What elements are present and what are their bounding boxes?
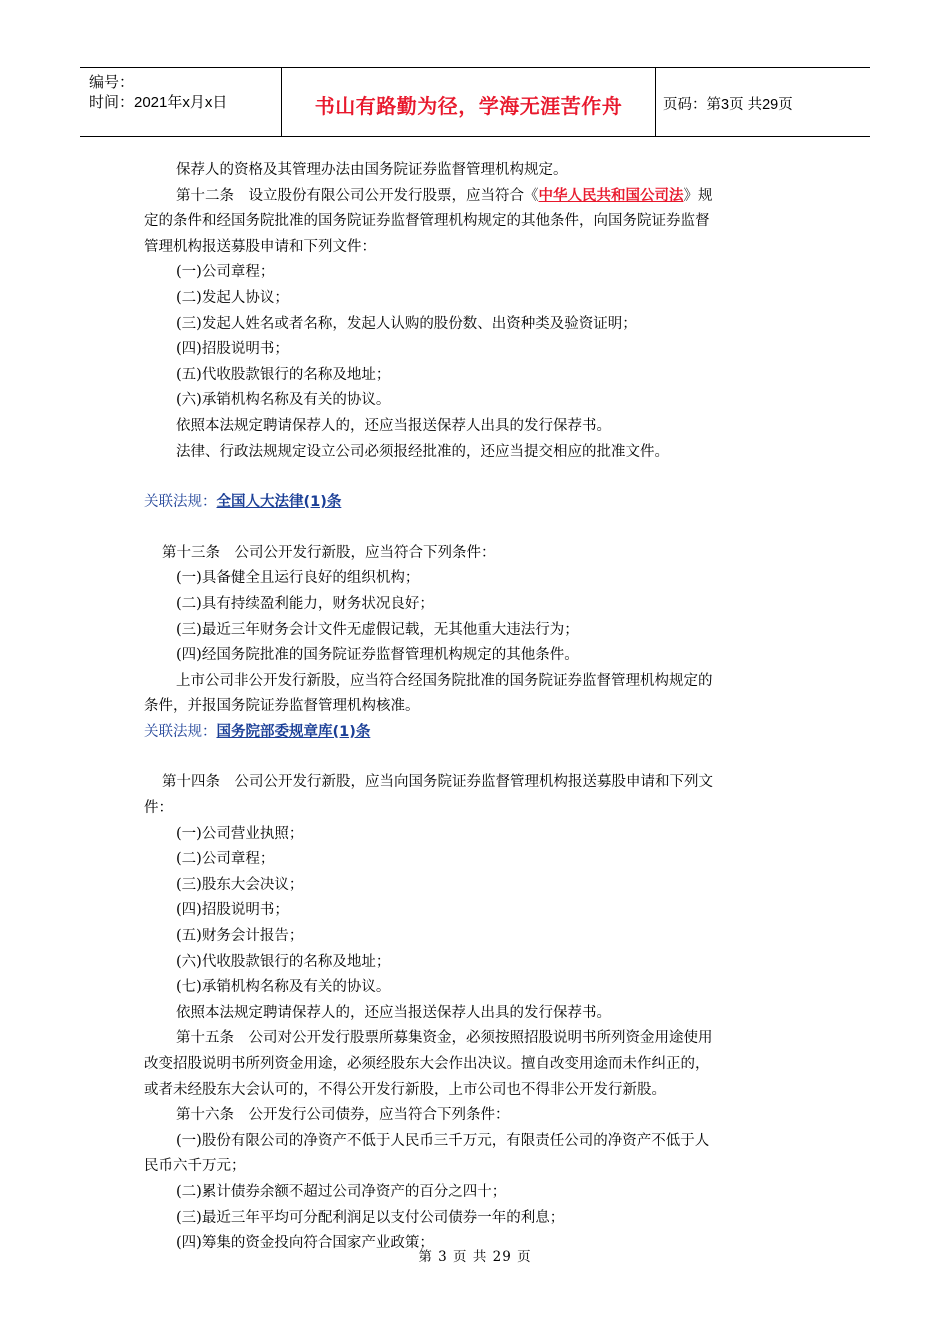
paragraph: 或者未经股东大会认可的，不得公开发行新股，上市公司也不得非公开发行新股。 — [144, 1081, 666, 1098]
paragraph: 依照本法规定聘请保荐人的，还应当报送保荐人出具的发行保荐书。 — [176, 417, 611, 434]
related-law-2 — [144, 720, 806, 746]
list-item: (三)最近三年平均可分配利润足以支付公司债券一年的利息； — [176, 1209, 565, 1226]
list-item: (四)筹集的资金投向符合国家产业政策； — [176, 1235, 434, 1252]
spacer — [144, 465, 806, 490]
list-item: (六)代收股款银行的名称及地址； — [176, 953, 391, 970]
list-item: (四)招股说明书； — [176, 341, 289, 358]
article-16-heading: 第十六条 公开发行公司债券，应当符合下列条件： — [176, 1107, 510, 1124]
list-item: (三)股东大会决议； — [176, 876, 304, 893]
article-12-text-end: 》规 — [683, 187, 713, 204]
list-item: (六)承销机构名称及有关的协议。 — [176, 392, 391, 409]
paragraph: 民币六千万元； — [144, 1158, 246, 1175]
paragraph: 管理机构报送募股申请和下列文件： — [144, 238, 376, 255]
page-header — [80, 67, 870, 137]
list-item: (五)财务会计报告； — [176, 928, 304, 945]
list-item: (二)公司章程； — [176, 851, 275, 868]
list-item: (四)经国务院批准的国务院证券监督管理机构规定的其他条件。 — [176, 647, 579, 664]
document-number-label: 编号： — [89, 74, 135, 91]
list-item: (七)承销机构名称及有关的协议。 — [176, 979, 391, 996]
article-15-heading: 第十五条 公司对公开发行股票所募集资金，必须按照招股说明书所列资金用途使用 — [176, 1030, 713, 1047]
list-item: (三)最近三年财务会计文件无虚假记载，无其他重大违法行为； — [176, 621, 579, 638]
related-law-label: 关联法规： — [144, 723, 217, 740]
header-meta — [80, 68, 282, 136]
article-12-heading — [144, 184, 806, 210]
company-law-link[interactable]: 中华人民共和国公司法 — [538, 187, 684, 204]
related-law-link-1[interactable]: 全国人大法律(1)条 — [216, 494, 342, 511]
related-law-1 — [144, 490, 806, 516]
related-law-link-2[interactable]: 国务院部委规章库(1)条 — [216, 723, 371, 740]
document-date: 时间：2021年x月x日 — [89, 94, 228, 111]
related-law-label: 关联法规： — [144, 494, 217, 511]
paragraph: 条件，并报国务院证券监督管理机构核准。 — [144, 698, 420, 715]
list-item: (五)代收股款银行的名称及地址； — [176, 366, 391, 383]
list-item: (二)发起人协议； — [176, 289, 289, 306]
page-footer: 第 3 页 共 29 页 — [418, 1249, 532, 1265]
spacer — [144, 516, 806, 541]
list-item: (一)公司章程； — [176, 264, 275, 281]
list-item: (二)累计债券余额不超过公司净资产的百分之四十； — [176, 1183, 507, 1200]
header-motto-cell — [282, 68, 656, 136]
article-13-heading: 第十三条 公司公开发行新股，应当符合下列条件： — [162, 544, 496, 561]
header-motto: 书山有路勤为径，学海无涯苦作舟 — [314, 93, 623, 118]
paragraph: 定的条件和经国务院批准的国务院证券监督管理机构规定的其他条件，向国务院证券监督 — [144, 213, 710, 230]
paragraph: 上市公司非公开发行新股，应当符合经国务院批准的国务院证券监督管理机构规定的 — [176, 672, 713, 689]
paragraph: 件： — [144, 800, 173, 817]
article-12-text: 第十二条 设立股份有限公司公开发行股票，应当符合《 — [176, 187, 539, 204]
paragraph: 改变招股说明书所列资金用途，必须经股东大会作出决议。擅自改变用途而未作纠正的， — [144, 1056, 710, 1072]
list-item: (二)具有持续盈利能力，财务状况良好； — [176, 595, 434, 612]
list-item: (三)发起人姓名或者名称，发起人认购的股份数、出资种类及验资证明； — [176, 315, 637, 332]
article-14-heading: 第十四条 公司公开发行新股，应当向国务院证券监督管理机构报送募股申请和下列文 — [162, 774, 713, 791]
paragraph: 依照本法规定聘请保荐人的，还应当报送保荐人出具的发行保荐书。 — [176, 1004, 611, 1021]
paragraph: 法律、行政法规规定设立公司必须报经批准的，还应当提交相应的批准文件。 — [176, 443, 669, 460]
list-item: (四)招股说明书； — [176, 902, 289, 919]
list-item: (一)具备健全且运行良好的组织机构； — [176, 570, 420, 587]
paragraph: 保荐人的资格及其管理办法由国务院证券监督管理机构规定。 — [176, 162, 568, 178]
list-item: (一)股份有限公司的净资产不低于人民币三千万元，有限责任公司的净资产不低于人 — [176, 1132, 710, 1149]
list-item: (一)公司营业执照； — [176, 825, 304, 842]
document-body — [144, 158, 806, 1257]
header-page-info: 页码：第3页 共29页 — [663, 96, 793, 113]
spacer — [144, 745, 806, 770]
